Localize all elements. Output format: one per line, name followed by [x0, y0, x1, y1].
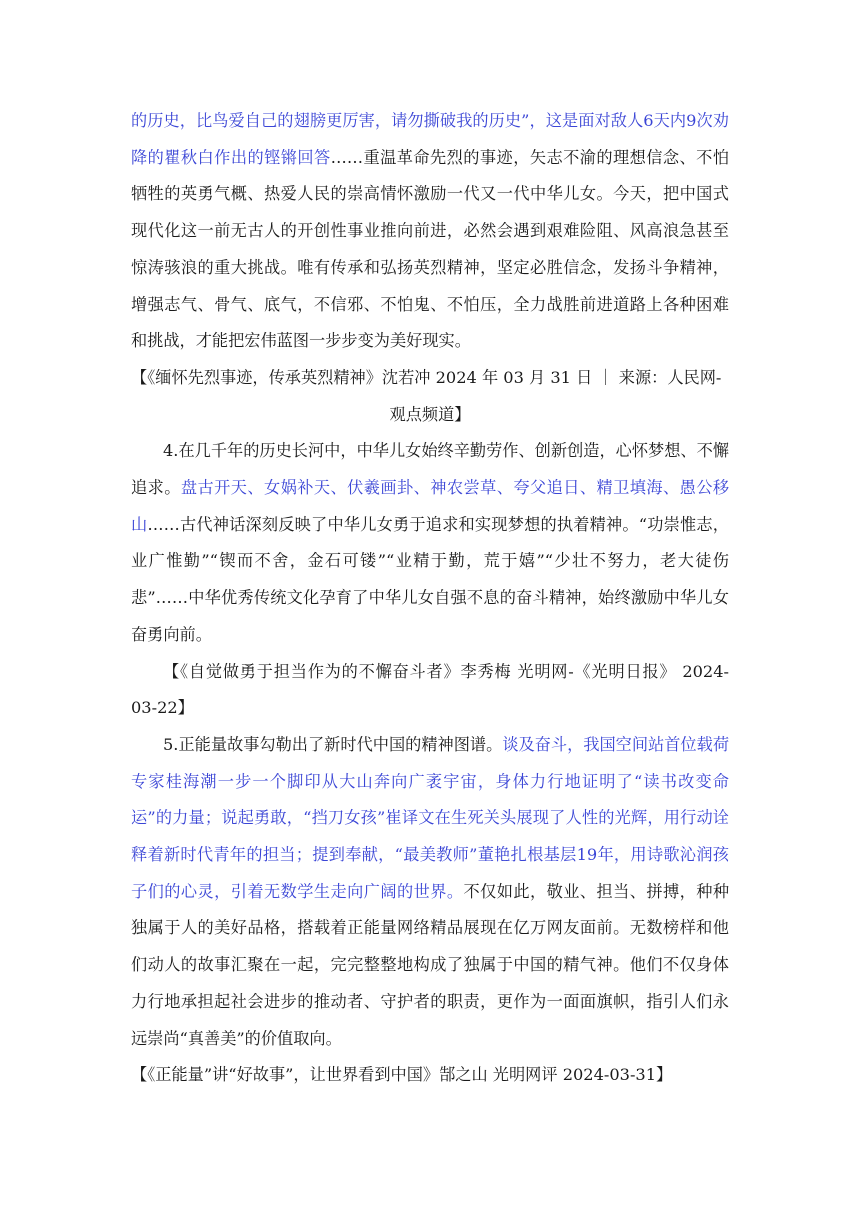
paragraph-5-text: 不仅如此，敬业、担当、拼搏，种种独属于人的美好品格，搭载着正能量网络精品展现在亿万网友面前。无数榜样和他们动人的故事汇聚在一起，完完整整地构成了独属于中国的精气神。他们不仅身体力行地承担起社会进步的推动者、守护者的职责，更作为一面面旗帜，指引人们永远崇尚“真善美”的价值取向。: [131, 881, 730, 1048]
paragraph-4: [131, 433, 729, 653]
source-citation-3: [131, 360, 729, 397]
source-citation-4: 【《自觉做勇于担当作为的不懈奋斗者》李秀梅 光明网-《光明日报》 2024-03-22】: [131, 661, 729, 718]
paragraph-4-intro: 4.在几千年的历史长河中，中华儿女始终辛勤劳作、创新创造，心怀梦想、不懈追求。: [131, 441, 729, 498]
source-line-2: 观点频道】: [389, 404, 471, 424]
highlighted-examples: 谈及奋斗，我国空间站首位载荷专家桂海潮一步一个脚印从大山奔向广袤宇宙，身体力行地证明了“读书改变命运”的力量；说起勇敢，“挡刀女孩”崔译文在生死关头展现了人性的光辉，用行动诠释着新时代青年的担当；提到奉献，“最美教师”董艳扎根基层19年，用诗歌沁润孩子们的心灵，引着无数学生走向广阔的世界。: [131, 734, 730, 901]
highlighted-myths: 盘古开天、女娲补天、伏羲画卦、神农尝草、夸父追日、精卫填海、愚公移山: [131, 478, 730, 534]
source-citation-5: 【《正能量”讲“好故事”，让世界看到中国》郜之山 光明网评 2024-03-31】: [131, 1065, 673, 1085]
paragraph-text: ……重温革命先烈的事迹，矢志不渝的理想信念、不怕牺牲的英勇气概、热爱人民的崇高情怀激励一代又一代中华儿女。今天，把中国式现代化这一前无古人的开创性事业推向前进，必然会遇到艰难险阻、风高浪急甚至惊涛骇浪的重大挑战。唯有传承和弘扬英烈精神，坚定必胜信念，发扬斗争精神，增强志气、骨气、底气，不信邪、不怕鬼、不怕压，全力战胜前进道路上各种困难和挑战，才能把宏伟蓝图一步步变为美好现实。: [131, 147, 730, 351]
source-line-1: 【《缅怀先烈事迹，传承英烈精神》沈若冲 2024 年 03 月 31 日 ｜ 来源：人民网-: [131, 367, 722, 387]
paragraph-continuation: [131, 103, 729, 360]
document-body: [131, 103, 729, 1094]
source-citation-3-cont: [131, 397, 729, 434]
highlighted-quote: 的历史，比鸟爱自己的翅膀更厉害，请勿撕破我的历史”，这是面对敌人6天内9次劝降的瞿秋白作出的铿锵回答: [131, 111, 729, 167]
paragraph-5-intro: 5.正能量故事勾勒出了新时代中国的精神图谱。: [163, 734, 503, 754]
paragraph-5: [131, 727, 729, 1057]
paragraph-4-text: ……古代神话深刻反映了中华儿女勇于追求和实现梦想的执着精神。“功崇惟志，业广惟勤”“锲而不舍，金石可镂”“业精于勤，荒于嬉”“少壮不努力，老大徒伤悲”……中华优秀传统文化孕育了中华儿女自强不息的奋斗精神，始终激励中华儿女奋勇向前。: [131, 514, 729, 644]
